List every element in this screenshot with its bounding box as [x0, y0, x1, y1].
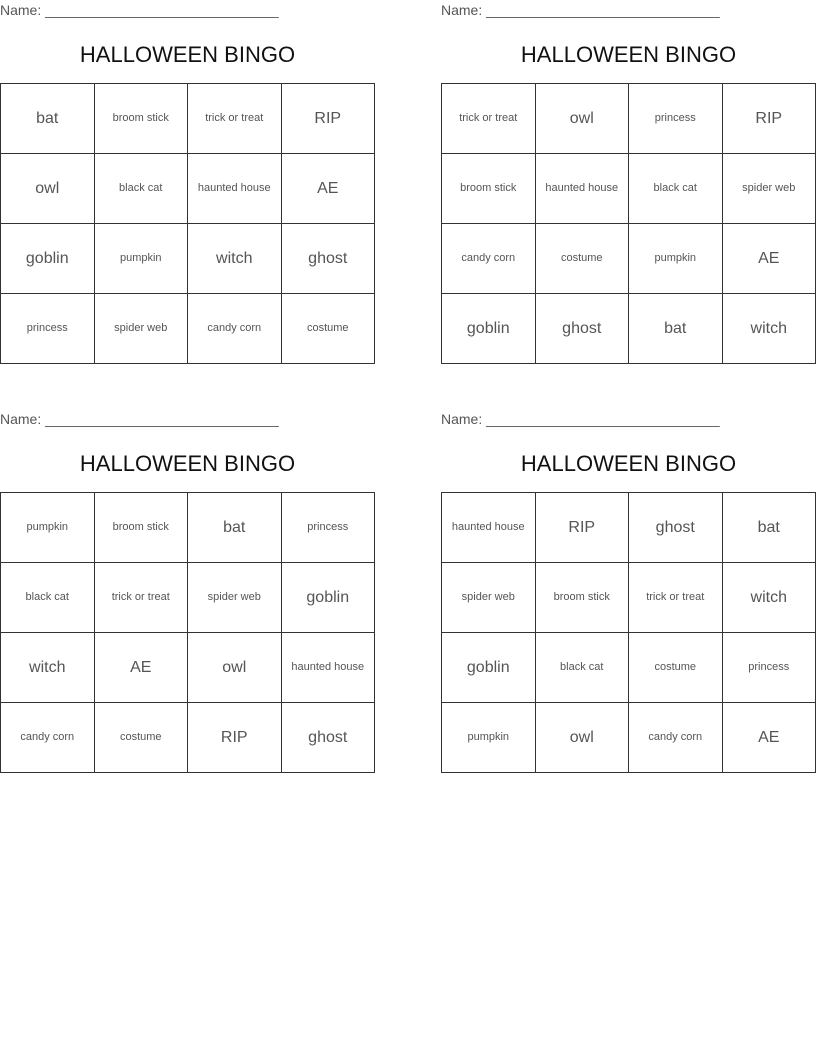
bingo-cell: candy corn	[629, 703, 723, 773]
name-field-label: Name: ______________________________	[441, 411, 720, 427]
card-title: HALLOWEEN BINGO	[79, 42, 296, 67]
bingo-cell: costume	[629, 633, 723, 703]
bingo-cell: broom stick	[95, 84, 189, 154]
bingo-cell: spider web	[442, 563, 536, 633]
bingo-cell: haunted house	[442, 493, 536, 563]
bingo-grid	[0, 492, 375, 773]
bingo-cell: AE	[95, 633, 189, 703]
bingo-cell: trick or treat	[442, 84, 536, 154]
bingo-cell: ghost	[629, 493, 723, 563]
name-field-label: Name: ______________________________	[441, 2, 720, 18]
bingo-cell: RIP	[536, 493, 630, 563]
bingo-cell: AE	[282, 154, 376, 224]
bingo-cell: trick or treat	[629, 563, 723, 633]
bingo-cell: pumpkin	[1, 493, 95, 563]
bingo-cell: AE	[723, 224, 816, 294]
bingo-cell: ghost	[282, 703, 376, 773]
bingo-grid	[441, 492, 816, 773]
bingo-cell: broom stick	[442, 154, 536, 224]
bingo-cell: black cat	[536, 633, 630, 703]
bingo-cell: goblin	[442, 294, 536, 364]
bingo-cell: goblin	[442, 633, 536, 703]
bingo-grid	[441, 83, 816, 364]
bingo-cell: goblin	[282, 563, 376, 633]
bingo-cell: spider web	[95, 294, 189, 364]
bingo-cell: pumpkin	[95, 224, 189, 294]
bingo-cell: witch	[723, 294, 816, 364]
bingo-cell: haunted house	[282, 633, 376, 703]
bingo-cell: RIP	[723, 84, 816, 154]
bingo-cell: black cat	[1, 563, 95, 633]
bingo-cell: haunted house	[536, 154, 630, 224]
bingo-cell: princess	[282, 493, 376, 563]
card-title: HALLOWEEN BINGO	[520, 451, 737, 476]
bingo-cell: pumpkin	[442, 703, 536, 773]
bingo-cell: RIP	[282, 84, 376, 154]
bingo-cell: owl	[536, 703, 630, 773]
bingo-cell: broom stick	[95, 493, 189, 563]
bingo-cell: black cat	[629, 154, 723, 224]
bingo-cell: candy corn	[442, 224, 536, 294]
bingo-cell: princess	[1, 294, 95, 364]
bingo-cell: black cat	[95, 154, 189, 224]
bingo-cell: candy corn	[188, 294, 282, 364]
card-title: HALLOWEEN BINGO	[79, 451, 296, 476]
name-field-label: Name: ______________________________	[0, 2, 279, 18]
bingo-cell: ghost	[536, 294, 630, 364]
card-title: HALLOWEEN BINGO	[520, 42, 737, 67]
bingo-cell: spider web	[188, 563, 282, 633]
bingo-cell: bat	[188, 493, 282, 563]
bingo-cell: bat	[723, 493, 816, 563]
bingo-cell: owl	[536, 84, 630, 154]
bingo-cell: witch	[723, 563, 816, 633]
bingo-cell: broom stick	[536, 563, 630, 633]
bingo-cell: princess	[723, 633, 816, 703]
bingo-cell: ghost	[282, 224, 376, 294]
bingo-cell: goblin	[1, 224, 95, 294]
bingo-cell: pumpkin	[629, 224, 723, 294]
name-field-label: Name: ______________________________	[0, 411, 279, 427]
bingo-cell: owl	[188, 633, 282, 703]
bingo-cell: AE	[723, 703, 816, 773]
bingo-cell: witch	[188, 224, 282, 294]
bingo-cell: RIP	[188, 703, 282, 773]
bingo-grid	[0, 83, 375, 364]
bingo-cell: princess	[629, 84, 723, 154]
bingo-cell: owl	[1, 154, 95, 224]
bingo-cell: trick or treat	[95, 563, 189, 633]
bingo-cell: candy corn	[1, 703, 95, 773]
bingo-cell: spider web	[723, 154, 816, 224]
bingo-cell: costume	[536, 224, 630, 294]
bingo-cell: costume	[282, 294, 376, 364]
bingo-cell: costume	[95, 703, 189, 773]
bingo-cell: witch	[1, 633, 95, 703]
bingo-cell: trick or treat	[188, 84, 282, 154]
bingo-cell: bat	[629, 294, 723, 364]
bingo-cell: haunted house	[188, 154, 282, 224]
bingo-cell: bat	[1, 84, 95, 154]
